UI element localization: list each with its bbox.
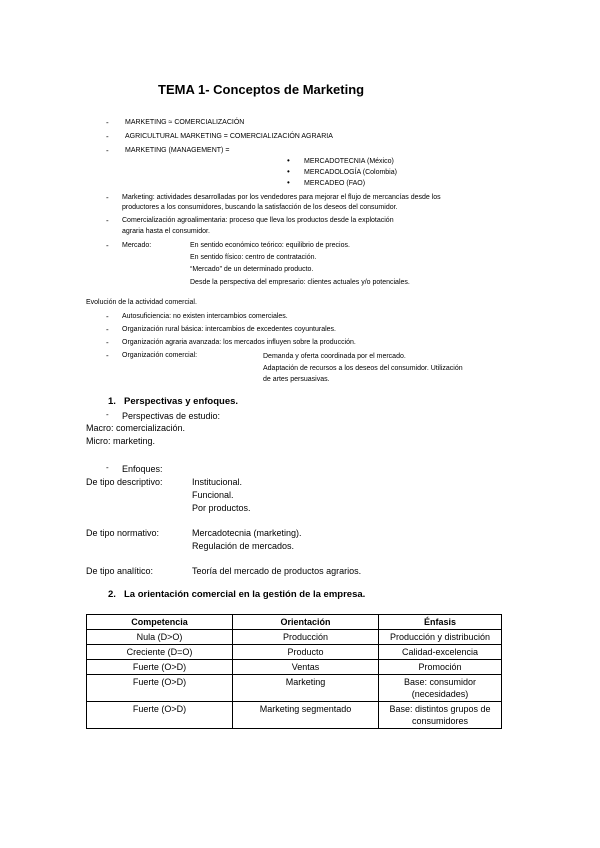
section1-number: 1. [108,396,116,407]
bullet-dot: • [287,178,290,187]
list-dash: - [106,338,109,347]
table-header-row [87,615,502,630]
table-cell: Producción y distribución [379,630,502,645]
normativo-label: De tipo normativo: [86,528,160,538]
synonym-item: MERCADEO (FAO) [304,180,366,187]
mercado-item: En sentido físico: centro de contratación. [190,254,317,261]
table-cell: Marketing [233,675,379,702]
table-cell: Fuerte (O>D) [87,660,233,675]
descriptivo-item: Funcional. [192,490,234,500]
mercado-label: Mercado: [122,242,152,249]
orientation-table [86,614,502,729]
enfoques-heading: Enfoques: [122,464,163,474]
mercado-item: En sentido económico teórico: equilibrio de precios. [190,242,350,249]
normativo-item: Regulación de mercados. [192,541,295,551]
mercado-item: Desde la perspectiva del empresario: clientes actuales y/o potenciales. [190,279,410,286]
list-dash: - [106,463,109,472]
macro-line: Macro: comercialización. [86,423,186,433]
section2-number: 2. [108,589,116,600]
table-row [87,702,502,729]
marketing-def-line: Marketing: actividades desarrolladas por los vendedores para mejorar el flujo de mercancías desde los [122,194,441,201]
evolucion-comercial-line: Adaptación de recursos a los deseos del consumidor. Utilización [263,365,463,372]
bullet-dot: • [287,167,290,176]
table-cell: Nula (D>O) [87,630,233,645]
synonym-item: MERCADOTECNIA (México) [304,158,394,165]
list-dash: - [106,193,109,202]
table-row [87,645,502,660]
synonym-item: MERCADOLOGÍA (Colombia) [304,169,397,176]
analitico-label: De tipo analítico: [86,566,154,576]
table-cell: Creciente (D=O) [87,645,233,660]
mercado-item: “Mercado” de un determinado producto. [190,266,314,273]
table-cell: Base: distintos grupos de consumidores [379,702,502,729]
list-dash: - [106,351,109,360]
list-dash: - [106,241,109,250]
evolucion-comercial-line: Demanda y oferta coordinada por el mercado. [263,353,406,360]
descriptivo-item: Por productos. [192,503,251,513]
table-cell: Producto [233,645,379,660]
table-cell: Calidad-excelencia [379,645,502,660]
table-cell: Marketing segmentado [233,702,379,729]
analitico-text: Teoría del mercado de productos agrarios. [192,566,362,576]
table-cell: Producción [233,630,379,645]
evolucion-comercial-label: Organización comercial: [122,352,198,359]
list-dash: - [106,410,109,419]
section2-title: La orientación comercial en la gestión de la empresa. [124,589,366,600]
normativo-item: Mercadotecnia (marketing). [192,528,302,538]
table-header-cell: Competencia [87,615,233,630]
comercializacion-def-line: Comercialización agroalimentaria: proceso que lleva los productos desde la explotación [122,217,394,224]
list-dash: - [106,146,109,155]
table-cell: Base: consumidor (necesidades) [379,675,502,702]
list-dash: - [106,312,109,321]
table-row [87,675,502,702]
table-cell: Fuerte (O>D) [87,702,233,729]
micro-line: Micro: marketing. [86,436,156,446]
evolucion-comercial-line: de artes persuasivas. [263,376,330,383]
evolucion-item: Organización rural básica: intercambios de excedentes coyunturales. [122,326,337,333]
list-dash: - [106,216,109,225]
section1-title: Perspectivas y enfoques. [124,396,239,407]
evolucion-item: Autosuficiencia: no existen intercambios comerciales. [122,313,288,320]
table-cell: Fuerte (O>D) [87,675,233,702]
evolucion-item: Organización agraria avanzada: los mercados influyen sobre la producción. [122,339,356,346]
table-cell: Promoción [379,660,502,675]
marketing-def-line: productores a los consumidores, buscando la satisfacción de los deseos del consumidor. [122,204,398,211]
perspectivas-sub: Perspectivas de estudio: [122,411,221,421]
list-dash: - [106,118,109,127]
descriptivo-label: De tipo descriptivo: [86,477,163,487]
comercializacion-def-line: agraria hasta el consumidor. [122,228,210,235]
bullet-dot: • [287,156,290,165]
def-item: MARKETING (MANAGEMENT) = [125,147,230,154]
table-header-cell: Orientación [233,615,379,630]
descriptivo-item: Institucional. [192,477,243,487]
def-item: AGRICULTURAL MARKETING = COMERCIALIZACIÓN AGRARIA [125,133,333,140]
table-row [87,630,502,645]
table-row [87,660,502,675]
list-dash: - [106,132,109,141]
page-title: TEMA 1- Conceptos de Marketing [158,82,365,97]
def-item: MARKETING ≈ COMERCIALIZACIÓN [125,119,245,126]
table-cell: Ventas [233,660,379,675]
evolucion-heading: Evolución de la actividad comercial. [86,299,197,306]
list-dash: - [106,325,109,334]
table-header-cell: Énfasis [379,615,502,630]
